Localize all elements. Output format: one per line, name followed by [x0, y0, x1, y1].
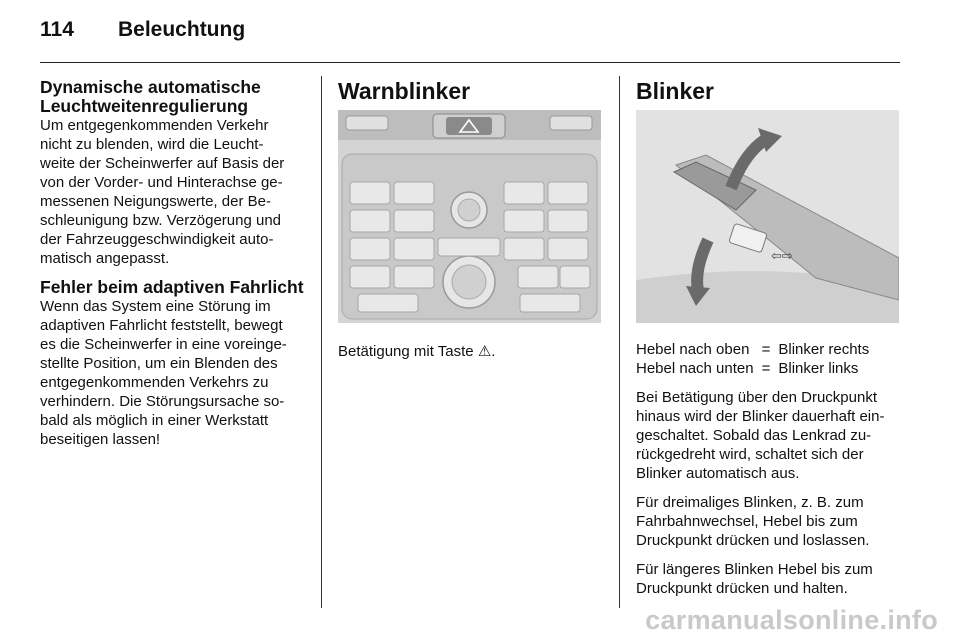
section-heading: Dynamische automatische Leuchtweitenregulierung	[40, 77, 261, 116]
text-line: weite der Scheinwerfer auf Basis der	[40, 155, 285, 172]
section-title: Warnblinker	[338, 78, 471, 104]
column-divider	[619, 76, 620, 608]
svg-text:⇦⇨: ⇦⇨	[771, 249, 793, 264]
paragraph	[40, 297, 306, 449]
text-line: rückgedreht wird, schaltet sich der	[636, 446, 864, 463]
column-right-text	[636, 388, 906, 598]
table-cell: Blinker rechts	[778, 341, 870, 358]
text-line: Für dreimaliges Blinken, z. B. zum	[636, 494, 864, 511]
text-line: Druckpunkt drücken und loslassen.	[636, 532, 870, 549]
watermark: carmanualsonline.info	[645, 605, 938, 635]
text-line: bald als möglich in einer Werkstatt	[40, 412, 269, 429]
chapter-title: Beleuchtung	[118, 18, 246, 41]
column-right	[636, 78, 902, 104]
paragraph	[40, 116, 306, 268]
text-line: entgegenkommenden Verkehrs zu	[40, 374, 269, 391]
lever-function-table	[636, 340, 875, 378]
column-divider	[321, 76, 322, 608]
hazard-warning-icon: ⚠	[477, 343, 492, 360]
turn-signal-lever-illustration	[636, 110, 899, 323]
text-line: adaptiven Fahrlicht feststellt, bewegt	[40, 317, 283, 334]
table-row	[636, 359, 875, 378]
caption-period: .	[491, 343, 496, 360]
paragraph	[636, 388, 906, 483]
text-line: stellte Position, um ein Blenden des	[40, 355, 278, 372]
column-middle	[338, 78, 604, 104]
text-line: matisch angepasst.	[40, 250, 170, 267]
text-line: Um entgegenkommenden Verkehr	[40, 117, 269, 134]
table-cell: Blinker links	[778, 360, 859, 377]
text-line: Fahrbahnwechsel, Hebel bis zum	[636, 513, 858, 530]
table-row	[636, 340, 875, 359]
turn-signal-lever-figure	[636, 110, 899, 323]
hazard-switch-figure	[338, 110, 601, 323]
text-line: beseitigen lassen!	[40, 431, 161, 448]
table-cell: Hebel nach oben	[636, 341, 750, 358]
text-line: Blinker automatisch aus.	[636, 465, 800, 482]
text-line: es die Scheinwerfer in eine voreinge-	[40, 336, 287, 353]
figure-caption	[338, 342, 495, 361]
text-line: nicht zu blenden, wird die Leucht-	[40, 136, 264, 153]
paragraph	[636, 493, 906, 550]
text-line: der Fahrzeuggeschwindigkeit auto-	[40, 231, 274, 248]
table-cell: =	[761, 360, 771, 377]
page-number: 114	[40, 18, 74, 41]
text-line: messenen Neigungswerte, der Be-	[40, 193, 271, 210]
paragraph	[636, 560, 906, 598]
text-line: hinaus wird der Blinker dauerhaft ein-	[636, 408, 885, 425]
column-left	[40, 78, 306, 449]
text-line: Für längeres Blinken Hebel bis zum	[636, 561, 873, 578]
section-heading: Fehler beim adaptiven Fahrlicht	[40, 277, 304, 297]
text-line: Wenn das System eine Störung im	[40, 298, 271, 315]
dashboard-center-console-illustration	[338, 110, 601, 323]
text-line: von der Vorder- und Hinterachse ge-	[40, 174, 283, 191]
table-cell: =	[761, 341, 771, 358]
text-line: Druckpunkt drücken und halten.	[636, 580, 848, 597]
text-line: geschaltet. Sobald das Lenkrad zu-	[636, 427, 872, 444]
table-cell: Hebel nach unten	[636, 360, 754, 377]
text-line: schleunigung bzw. Verzögerung und	[40, 212, 282, 229]
text-line: Bei Betätigung über den Druckpunkt	[636, 389, 877, 406]
page-header	[40, 18, 900, 63]
caption-text: Betätigung mit Taste	[338, 343, 474, 360]
text-line: verhindern. Die Störungsursache so-	[40, 393, 285, 410]
section-title: Blinker	[636, 78, 714, 104]
